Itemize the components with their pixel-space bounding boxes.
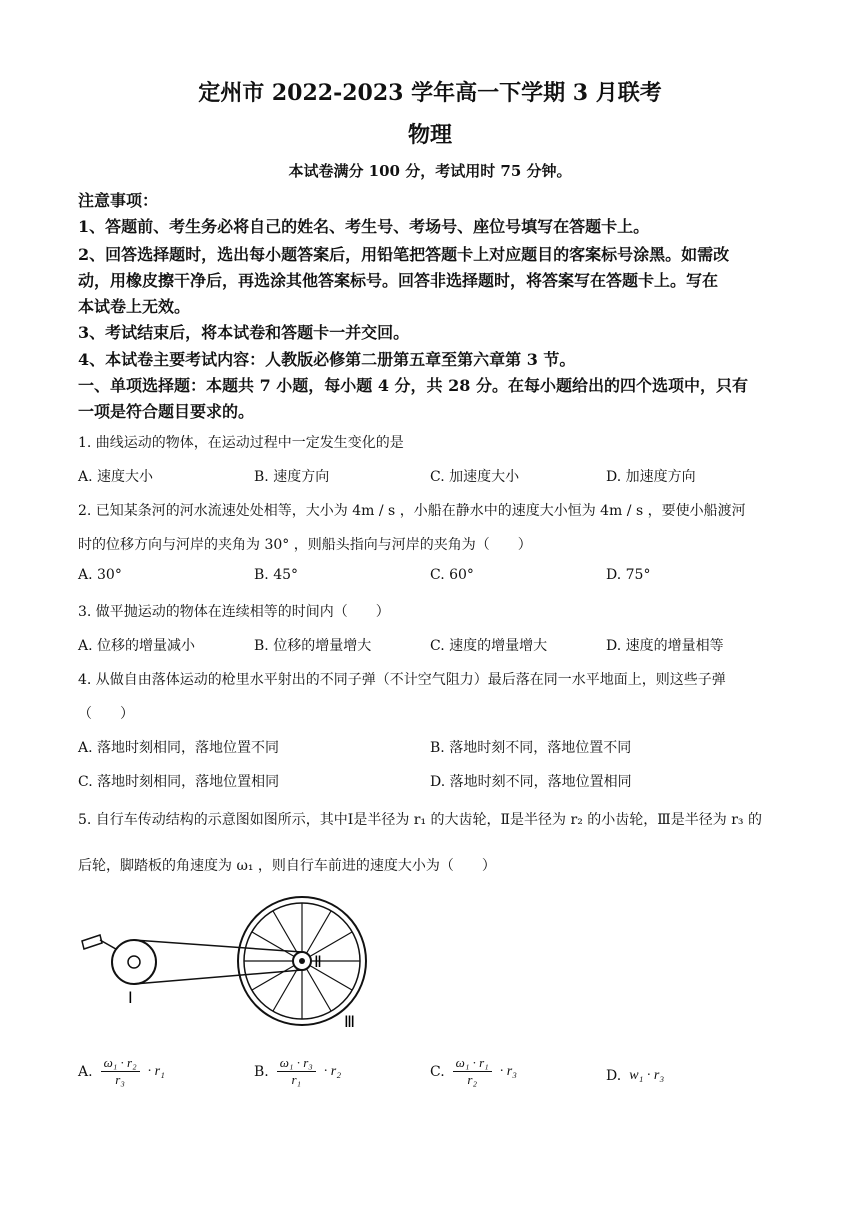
pedal-crank xyxy=(82,935,102,949)
q2-stem-line-2: 时的位移方向与河岸的夹角为 30° ，则船头指向与河岸的夹角为（ ） xyxy=(78,537,532,553)
q5-option-b xyxy=(254,1055,341,1088)
q4-option-a: A. 落地时刻相同，落地位置不同 xyxy=(78,740,280,756)
exam-title: 定州市 2022-2023 学年高一下学期 3 月联考 xyxy=(198,80,662,106)
exam-meta: 本试卷满分 100 分，考试用时 75 分钟。 xyxy=(288,162,572,180)
note-4: 4、本试卷主要考试内容：人教版必修第二册第五章至第六章第 3 节。 xyxy=(78,350,576,369)
large-gear-hub xyxy=(128,956,140,968)
q1-option-c: C. 加速度大小 xyxy=(430,469,520,485)
notes-heading: 注意事项： xyxy=(78,191,159,210)
q2-option-a: A. 30° xyxy=(78,567,122,583)
q1-option-a: A. 速度大小 xyxy=(78,469,154,485)
q5-option-b-numerator: ω₁ · r₃ xyxy=(277,1055,316,1072)
q3-option-b: B. 位移的增量增大 xyxy=(254,638,372,654)
q5-option-c-tail: · r₃ xyxy=(499,1063,518,1079)
q5-option-a-denominator: r₃ xyxy=(115,1072,125,1087)
q4-stem-line-2: （ ） xyxy=(78,706,134,722)
label-gear-1: Ⅰ xyxy=(128,990,133,1007)
chain-bottom xyxy=(134,970,302,984)
subject-title: 物理 xyxy=(407,122,452,148)
label-gear-2: Ⅱ xyxy=(314,954,322,971)
note-2-line-1: 2、回答选择题时，选出每小题答案后，用铅笔把答题卡上对应题目的客案标号涂黑。如需改 xyxy=(78,245,730,264)
q5-option-b-letter: B. xyxy=(254,1063,269,1080)
note-1: 1、答题前、考生务必将自己的姓名、考生号、考场号、座位号填写在答题卡上。 xyxy=(78,217,650,236)
q5-option-c-letter: C. xyxy=(430,1063,445,1080)
q5-option-a xyxy=(78,1055,165,1088)
q5-option-b-denominator: r₁ xyxy=(291,1072,302,1087)
q1-stem: 1. 曲线运动的物体，在运动过程中一定发生变化的是 xyxy=(78,435,404,451)
q3-stem: 3. 做平抛运动的物体在连续相等的时间内（ ） xyxy=(78,604,390,620)
q4-stem-line-1: 4. 从做自由落体运动的枪里水平射出的不同子弹（不计空气阻力）最后落在同一水平地面上，则这些子弹 xyxy=(78,672,726,688)
q5-option-b-tail: · r₂ xyxy=(323,1063,342,1079)
q1-option-b: B. 速度方向 xyxy=(254,469,330,485)
q4-option-b: B. 落地时刻不同，落地位置不同 xyxy=(430,740,632,756)
q5-option-a-numerator: ω₁ · r₂ xyxy=(101,1055,140,1072)
q3-option-c: C. 速度的增量增大 xyxy=(430,638,548,654)
q5-stem-line-2: 后轮，脚踏板的角速度为 ω₁ ，则自行车前进的速度大小为（ ） xyxy=(78,858,496,874)
q5-option-b-fraction xyxy=(277,1055,316,1088)
note-2-line-2: 动，用橡皮擦干净后，再选涂其他答案标号。回答非选择题时，将答案写在答题卡上。写在 xyxy=(78,271,719,290)
q5-option-d-letter: D. xyxy=(606,1068,622,1084)
q5-option-a-letter: A. xyxy=(78,1063,93,1080)
section-1-line-2: 一项是符合题目要求的。 xyxy=(78,402,255,421)
q2-stem-line-1: 2. 已知某条河的河水流速处处相等，大小为 4m / s ，小船在静水中的速度大小恒为 4m / s ，要使小船渡河 xyxy=(78,503,746,519)
q3-option-d: D. 速度的增量相等 xyxy=(606,638,724,654)
q5-option-a-tail: · r₁ xyxy=(147,1063,165,1079)
bicycle-transmission-figure xyxy=(78,895,368,1035)
q5-stem-line-1: 5. 自行车传动结构的示意图如图所示，其中Ⅰ是半径为 r₁ 的大齿轮，Ⅱ是半径为 r₂ 的小齿轮，Ⅲ是半径为 r₃ 的 xyxy=(78,812,762,828)
note-2-line-3: 本试卷上无效。 xyxy=(78,297,191,316)
q5-option-d xyxy=(606,1068,664,1084)
q3-option-a: A. 位移的增量减小 xyxy=(78,638,196,654)
label-wheel-3: Ⅲ xyxy=(344,1014,356,1031)
q2-option-d: D. 75° xyxy=(606,567,651,583)
q2-option-c: C. 60° xyxy=(430,567,474,583)
q5-option-d-expression: w₁ · r₃ xyxy=(629,1068,665,1083)
q5-option-c-fraction xyxy=(453,1055,492,1088)
q5-option-c xyxy=(430,1055,517,1088)
section-1-line-1: 一、单项选择题：本题共 7 小题，每小题 4 分，共 28 分。在每小题给出的四个选项中，只有 xyxy=(78,376,748,395)
q4-option-d: D. 落地时刻不同，落地位置相同 xyxy=(430,774,632,790)
q5-option-c-denominator: r₂ xyxy=(467,1072,477,1087)
q5-option-c-numerator: ω₁ · r₁ xyxy=(453,1055,492,1072)
q2-option-b: B. 45° xyxy=(254,567,299,583)
small-gear-center xyxy=(299,958,305,964)
q1-option-d: D. 加速度方向 xyxy=(606,469,696,485)
q5-option-a-fraction xyxy=(101,1055,140,1088)
note-3: 3、考试结束后，将本试卷和答题卡一并交回。 xyxy=(78,323,410,342)
q4-option-c: C. 落地时刻相同，落地位置相同 xyxy=(78,774,280,790)
